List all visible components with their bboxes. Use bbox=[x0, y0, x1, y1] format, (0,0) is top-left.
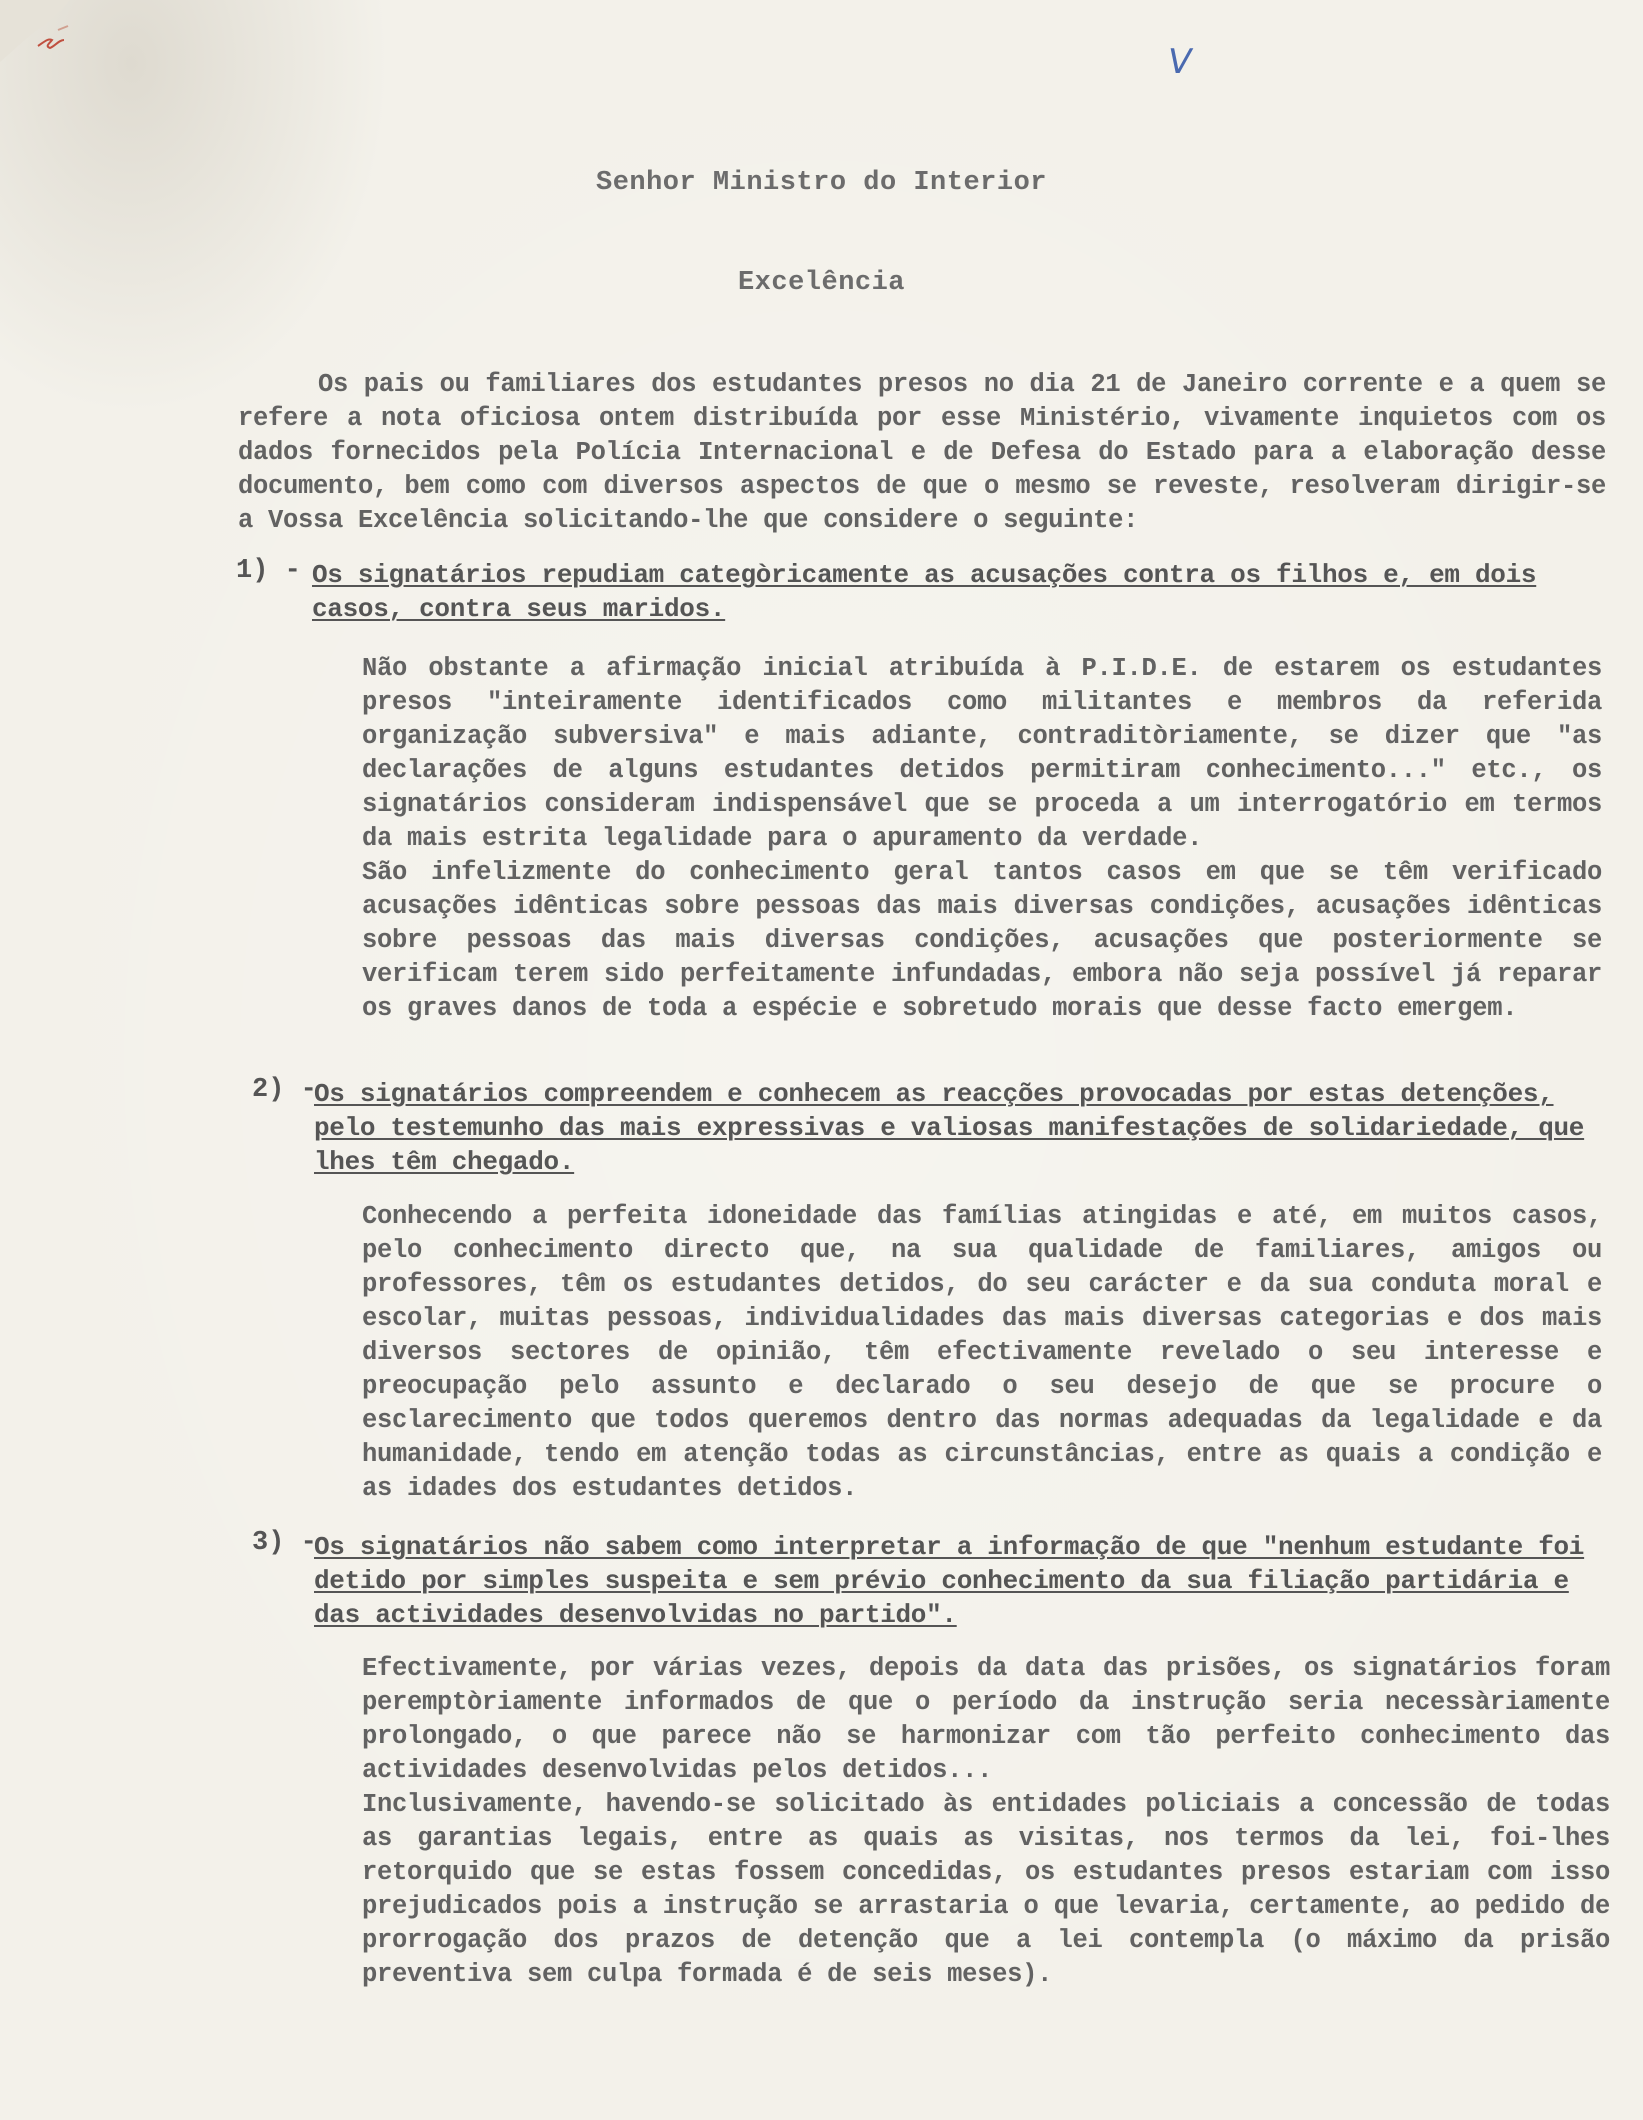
item-2-heading: Os signatários compreendem e conhecem as reacções provocadas por estas detenções, pelo testemunho das mais expressivas e valiosas manifestações de solidariedade, que lhes têm chegado. bbox=[314, 1079, 1585, 1177]
torn-corner-mark bbox=[0, 0, 120, 90]
item-1-body bbox=[362, 652, 1602, 1026]
item-2-number: 2) - bbox=[252, 1075, 317, 1105]
item-2-paragraph-1: Conhecendo a perfeita idoneidade das famílias atingidas e até, em muitos casos, pelo conhecimento directo que, na sua qualidade de familiares, amigos ou professores, têm os estudantes detidos, do seu carácter e da sua conduta moral e escolar, muitas pessoas, individualidades das mais diversas categorias e dos mais diversos sectores de opinião, têm efectivamente revelado o seu interesse e preocupação pelo assunto e declarado o seu desejo de que se procure o esclarecimento que todos queremos dentro das normas adequadas da legalidade e da humanidade, tendo em atenção todas as circunstâncias, entre as quais a condição e as idades dos estudantes detidos. bbox=[362, 1202, 1602, 1503]
item-1-heading: Os signatários repudiam categòricamente as acusações contra os filhos e, em dois casos, contra seus maridos. bbox=[312, 560, 1537, 624]
check-mark: V bbox=[1164, 42, 1195, 82]
item-3-number: 3) - bbox=[252, 1528, 317, 1558]
intro-text: Os pais ou familiares dos estudantes presos no dia 21 de Janeiro corrente e a quem se refere a nota oficiosa ontem distribuída por esse Ministério, vivamente inquietos com os dados fornecidos pela Polícia Internacional e de Defesa do Estado para a elaboração desse documento, bem como com diversos aspectos de que o mesmo se reveste, resolveram dirigir-se a Vossa Excelência solicitando-lhe que considere o seguinte: bbox=[238, 370, 1606, 535]
addressee-title: Senhor Ministro do Interior bbox=[596, 168, 1047, 198]
item-3-paragraph-1: Efectivamente, por várias vezes, depois da data das prisões, os signatários foram peremptòriamente informados de que o período da instrução seria necessàriamente prolongado, o que parece não se harmonizar com tão perfeito conhecimento das actividades desenvolvidas pelos detidos... bbox=[362, 1654, 1610, 1785]
item-1-paragraph-1: Não obstante a afirmação inicial atribuída à P.I.D.E. de estarem os estudantes presos "inteiramente identificados como militantes e membros da referida organização subversiva" e mais adiante, contraditòriamente, se dizer que "as declarações de alguns estudantes detidos permitiram conhecimento..." etc., os signatários consideram indispensável que se proceda a um interrogatório em termos da mais estrita legalidade para o apuramento da verdade. bbox=[362, 654, 1602, 853]
item-3-paragraph-2: Inclusivamente, havendo-se solicitado às entidades policiais a concessão de todas as garantias legais, entre as quais as visitas, nos termos da lei, foi-lhes retorquido que se estas fossem concedidas, os estudantes presos estariam com isso prejudicados pois a instrução se arrastaria o que levaria, certamente, ao pedido de prorrogação dos prazos de detenção que a lei contempla (o máximo da prisão preventiva sem culpa formada é de seis meses). bbox=[362, 1790, 1610, 1989]
salutation: Excelência bbox=[737, 268, 906, 298]
item-1-paragraph-2: São infelizmente do conhecimento geral tantos casos em que se têm verificado acusações idênticas sobre pessoas das mais diversas condições, acusações idênticas sobre pessoas das mais diversas condições, acusações que posteriormente se verificam terem sido perfeitamente infundadas, embora não seja possível já reparar os graves danos de toda a espécie e sobretudo morais que desse facto emergem. bbox=[362, 858, 1602, 1023]
item-3-body bbox=[362, 1652, 1610, 1992]
intro-paragraph bbox=[238, 368, 1606, 538]
item-3-heading: Os signatários não sabem como interpretar a informação de que "nenhum estudante foi detido por simples suspeita e sem prévio conhecimento da sua filiação partidária e das actividades desenvolvidas no partido". bbox=[314, 1532, 1585, 1630]
item-1-number: 1) - bbox=[236, 556, 301, 586]
item-2-body bbox=[362, 1200, 1602, 1506]
